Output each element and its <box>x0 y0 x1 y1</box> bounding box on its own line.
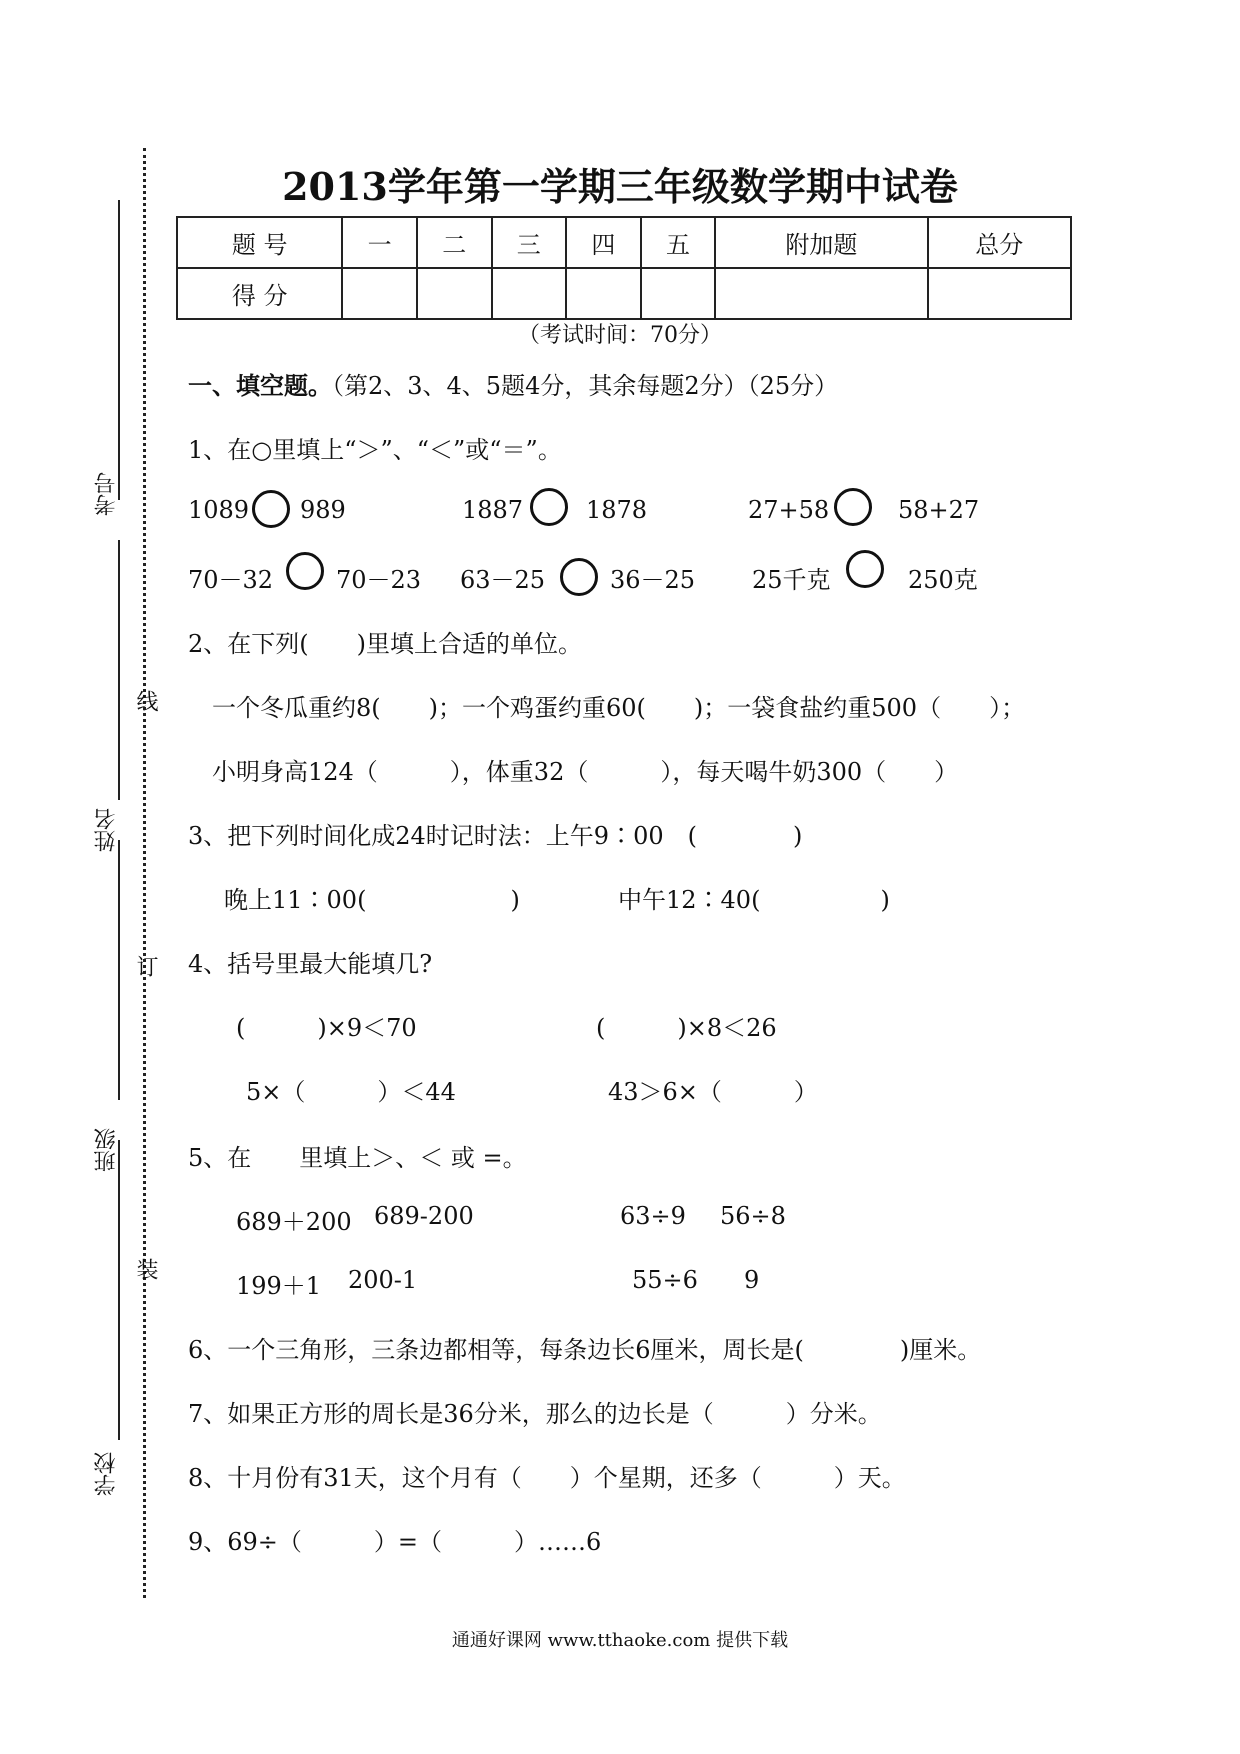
binding-dotted-line <box>143 148 146 1598</box>
q2-line2: 小明身高124（ ），体重32（ ），每天喝牛奶300（ ） <box>212 758 959 786</box>
q8-text: 8、十月份有31天，这个月有（ ）个星期，还多（ ）天。 <box>188 1464 906 1492</box>
q4-item-b: ( )×8＜26 <box>596 1014 777 1042</box>
name-label: 姓名 <box>94 808 119 852</box>
q5-item: 55÷6 <box>632 1266 698 1294</box>
q5-item: 200-1 <box>348 1266 418 1294</box>
answer-circle[interactable] <box>834 488 872 526</box>
q5-item: 199＋1 <box>236 1272 322 1300</box>
q1-value: 1878 <box>586 496 648 524</box>
score-cell: 一 <box>342 217 417 268</box>
q7-text: 7、如果正方形的周长是36分米，那么的边长是（ ）分米。 <box>188 1400 882 1428</box>
q3-text: 3、把下列时间化成24时记时法：上午9∶00 ( ) <box>188 822 803 850</box>
school-line <box>118 1140 120 1440</box>
score-cell: 五 <box>641 217 716 268</box>
score-blank[interactable] <box>715 268 927 319</box>
answer-circle[interactable] <box>252 490 290 528</box>
footer-source: 通通好课网 www.tthaoke.com 提供下载 <box>451 1630 789 1651</box>
score-blank[interactable] <box>492 268 567 319</box>
q3-item-a: 晚上11∶00( ) <box>224 886 520 914</box>
score-cell: 附加题 <box>715 217 927 268</box>
q5-item: 56÷8 <box>720 1202 786 1230</box>
q4-text: 4、括号里最大能填几? <box>188 950 433 978</box>
score-blank[interactable] <box>641 268 716 319</box>
q5-item: 9 <box>744 1266 760 1294</box>
q2-text: 2、在下列( )里填上合适的单位。 <box>188 630 582 658</box>
name-line <box>118 540 120 800</box>
score-header-row <box>177 217 1071 268</box>
q5-item: 689＋200 <box>236 1208 352 1236</box>
score-cell: 四 <box>566 217 641 268</box>
score-table <box>176 216 1072 320</box>
score-blank[interactable] <box>566 268 641 319</box>
answer-circle[interactable] <box>560 558 598 596</box>
q1-value: 63－25 <box>460 566 546 594</box>
answer-circle[interactable] <box>286 552 324 590</box>
q1-value: 25千克 <box>752 566 831 594</box>
score-cell: 二 <box>417 217 492 268</box>
q4-item-c: 5×（ ）＜44 <box>246 1078 456 1106</box>
score-value-row <box>177 268 1071 319</box>
class-label: 班级 <box>94 1128 119 1172</box>
q5-item: 63÷9 <box>620 1202 686 1230</box>
binding-mark-zhuang: 装 <box>133 1258 158 1280</box>
section1-header <box>188 366 838 401</box>
q4-item-d: 43＞6×（ ） <box>608 1078 818 1106</box>
q9-text: 9、69÷（ ）=（ ）……6 <box>188 1528 602 1556</box>
score-row-label: 得 分 <box>177 268 342 319</box>
section1-note: （第2、3、4、5题4分，其余每题2分）（25分） <box>332 372 839 400</box>
q1-value: 70－23 <box>336 566 422 594</box>
q1-text: 1、在○里填上“＞”、“＜”或“＝”。 <box>188 436 562 464</box>
q1-value: 250克 <box>908 566 978 594</box>
q5-text: 5、在 里填上＞、＜ 或 =。 <box>188 1144 527 1172</box>
answer-circle[interactable] <box>530 488 568 526</box>
score-blank[interactable] <box>342 268 417 319</box>
kaohao-line <box>118 200 120 500</box>
section1-title: 一、填空题。 <box>188 371 332 400</box>
q1-value: 989 <box>300 496 346 524</box>
q2-line1: 一个冬瓜重约8( )；一个鸡蛋约重60( )；一袋食盐约重500（ ）； <box>212 694 1026 722</box>
q1-value: 1089 <box>188 496 250 524</box>
binding-mark-ding: 订 <box>133 955 158 977</box>
q1-value: 27+58 <box>748 496 830 524</box>
q1-value: 58+27 <box>898 496 980 524</box>
q1-value: 70－32 <box>188 566 274 594</box>
score-cell: 总分 <box>928 217 1071 268</box>
q5-item: 689-200 <box>374 1202 474 1230</box>
q1-value: 36－25 <box>610 566 696 594</box>
exam-time: （考试时间：70分） <box>518 323 722 348</box>
binding-mark-xian: 线 <box>133 690 158 712</box>
score-cell: 题 号 <box>177 217 342 268</box>
q4-item-a: ( )×9＜70 <box>236 1014 417 1042</box>
score-cell: 三 <box>492 217 567 268</box>
answer-circle[interactable] <box>846 550 884 588</box>
kaohao-label: 考号 <box>94 472 119 516</box>
class-line <box>118 840 120 1100</box>
q1-value: 1887 <box>462 496 524 524</box>
school-label: 学校 <box>94 1452 119 1496</box>
q3-item-b: 中午12∶40( ) <box>618 886 890 914</box>
score-blank[interactable] <box>417 268 492 319</box>
page-title: 2013学年第一学期三年级数学期中试卷 <box>282 164 958 209</box>
q6-text: 6、一个三角形，三条边都相等，每条边长6厘米，周长是( )厘米。 <box>188 1336 982 1364</box>
score-blank[interactable] <box>928 268 1071 319</box>
